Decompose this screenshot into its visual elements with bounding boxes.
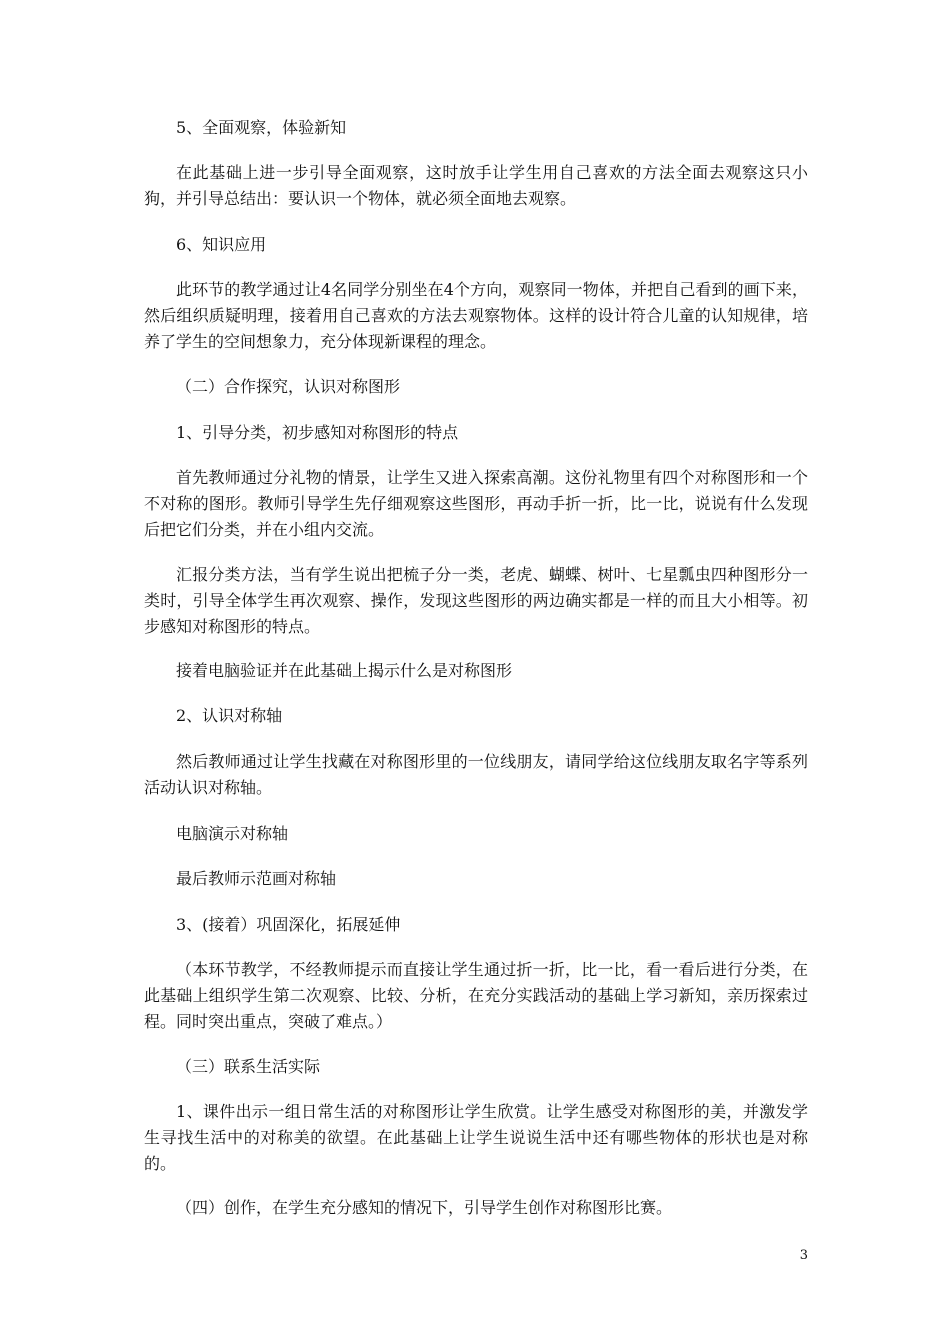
paragraph: 此环节的教学通过让4名同学分别坐在4个方向，观察同一物体，并把自己看到的画下来，然后组织质疑明理，接着用自己喜欢的方法去观察物体。这样的设计符合儿童的认知规律，培养了学生的空间想象力，充分体现新课程的理念。: [144, 280, 808, 351]
section-heading: 1、引导分类，初步感知对称图形的特点: [176, 423, 459, 442]
section-heading: 6、知识应用: [176, 235, 267, 254]
section-heading: （三）联系生活实际: [176, 1057, 321, 1076]
page-number: 3: [799, 1248, 808, 1263]
section-heading: 2、认识对称轴: [176, 706, 283, 725]
paragraph: 在此基础上进一步引导全面观察，这时放手让学生用自己喜欢的方法全面去观察这只小狗，并引导总结出：要认识一个物体，就必须全面地去观察。: [144, 163, 808, 208]
paragraph: 然后教师通过让学生找藏在对称图形里的一位线朋友，请同学给这位线朋友取名字等系列活动认识对称轴。: [144, 752, 808, 797]
section-heading: 5、全面观察，体验新知: [176, 118, 347, 137]
paragraph: 电脑演示对称轴: [176, 824, 289, 843]
section-heading: （四）创作，在学生充分感知的情况下，引导学生创作对称图形比赛。: [176, 1198, 673, 1217]
document-body: [144, 0, 808, 1240]
paragraph: （本环节教学，不经教师提示而直接让学生通过折一折，比一比，看一看后进行分类，在此基础上组织学生第二次观察、比较、分析，在充分实践活动的基础上学习新知，亲历探索过程。同时突出重点，突破了难点。）: [144, 960, 808, 1031]
paragraph: 接着电脑验证并在此基础上揭示什么是对称图形: [176, 661, 513, 680]
section-heading: 3、(接着）巩固深化，拓展延伸: [176, 915, 401, 934]
paragraph: 1、课件出示一组日常生活的对称图形让学生欣赏。让学生感受对称图形的美，并激发学生寻找生活中的对称美的欲望。在此基础上让学生说说生活中还有哪些物体的形状也是对称的。: [144, 1102, 808, 1173]
paragraph: 汇报分类方法，当有学生说出把梳子分一类，老虎、蝴蝶、树叶、七星瓢虫四种图形分一类时，引导全体学生再次观察、操作，发现这些图形的两边确实都是一样的而且大小相等。初步感知对称图形的特点。: [144, 565, 808, 636]
paragraph: 首先教师通过分礼物的情景，让学生又进入探索高潮。这份礼物里有四个对称图形和一个不对称的图形。教师引导学生先仔细观察这些图形，再动手折一折，比一比，说说有什么发现后把它们分类，并在小组内交流。: [144, 468, 808, 539]
paragraph: 最后教师示范画对称轴: [176, 869, 337, 888]
section-heading: （二）合作探究，认识对称图形: [176, 377, 401, 396]
